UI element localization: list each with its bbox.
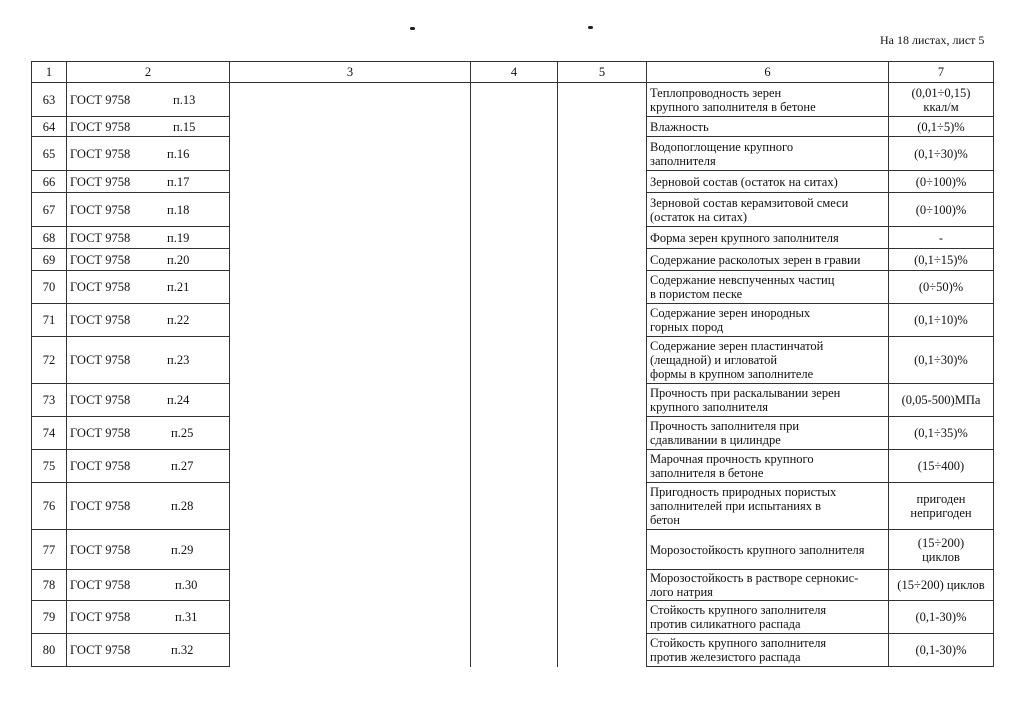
empty-column-4-cell [471, 337, 558, 384]
table-row [32, 249, 994, 271]
table-row [32, 193, 994, 227]
empty-column-4-cell [471, 570, 558, 601]
standard-code: ГОСТ 9758 [70, 280, 131, 294]
standard-code: ГОСТ 9758 [70, 174, 131, 189]
standard-code: ГОСТ 9758 [70, 643, 131, 657]
empty-column-5-cell [558, 417, 647, 450]
characteristic-cell: Прочность при раскалывании зерен крупного заполнителя [647, 384, 889, 417]
characteristic-cell: Зерновой состав (остаток на ситах) [647, 171, 889, 193]
characteristic-cell: Зерновой состав керамзитовой смеси (остаток на ситах) [647, 193, 889, 227]
characteristic-cell: Морозостойкость в растворе сернокис- лого натрия [647, 570, 889, 601]
row-number: 63 [32, 83, 67, 117]
empty-column-5-cell [558, 530, 647, 570]
table-body [32, 83, 994, 667]
empty-column-3-cell [230, 483, 471, 530]
empty-column-4-cell [471, 483, 558, 530]
empty-column-4-cell [471, 117, 558, 137]
row-number: 71 [32, 304, 67, 337]
method-cell [67, 227, 230, 249]
clause-number: п.32 [171, 643, 194, 657]
characteristic-cell: Пригодность природных пористых заполнителей при испытаниях в бетон [647, 483, 889, 530]
row-number: 76 [32, 483, 67, 530]
characteristic-cell: Содержание зерен инородных горных пород [647, 304, 889, 337]
method-cell [67, 417, 230, 450]
empty-column-5-cell [558, 193, 647, 227]
method-cell [67, 530, 230, 570]
row-number: 70 [32, 271, 67, 304]
range-value-cell: (15÷200) циклов [889, 530, 994, 570]
table-row [32, 570, 994, 601]
standard-code: ГОСТ 9758 [70, 610, 131, 624]
empty-column-4-cell [471, 249, 558, 271]
clause-number: п.17 [167, 174, 190, 189]
empty-column-5-cell [558, 601, 647, 634]
empty-column-3-cell [230, 249, 471, 271]
empty-column-3-cell [230, 570, 471, 601]
clause-number: п.24 [167, 393, 190, 407]
row-number: 79 [32, 601, 67, 634]
method-cell [67, 271, 230, 304]
table-row [32, 634, 994, 667]
row-number: 74 [32, 417, 67, 450]
row-number: 66 [32, 171, 67, 193]
empty-column-3-cell [230, 304, 471, 337]
method-cell [67, 384, 230, 417]
empty-column-5-cell [558, 450, 647, 483]
range-value-cell: (0÷100)% [889, 171, 994, 193]
characteristic-cell: Марочная прочность крупного заполнителя в бетоне [647, 450, 889, 483]
range-value-cell: (15÷200) циклов [889, 570, 994, 601]
clause-number: п.31 [175, 610, 198, 624]
empty-column-4-cell [471, 530, 558, 570]
empty-column-4-cell [471, 193, 558, 227]
range-value-cell: (0,1÷5)% [889, 117, 994, 137]
empty-column-5-cell [558, 249, 647, 271]
range-value-cell: (0÷50)% [889, 271, 994, 304]
empty-column-5-cell [558, 83, 647, 117]
table-row [32, 450, 994, 483]
standard-code: ГОСТ 9758 [70, 578, 131, 592]
characteristic-cell: Водопоглощение крупного заполнителя [647, 137, 889, 171]
standard-code: ГОСТ 9758 [70, 92, 131, 107]
table-row [32, 271, 994, 304]
clause-number: п.29 [171, 542, 194, 557]
row-number: 72 [32, 337, 67, 384]
empty-column-5-cell [558, 137, 647, 171]
clause-number: п.30 [175, 578, 198, 592]
empty-column-3-cell [230, 83, 471, 117]
empty-column-5-cell [558, 227, 647, 249]
method-cell [67, 117, 230, 137]
column-header-4: 4 [471, 62, 558, 83]
range-value-cell: - [889, 227, 994, 249]
empty-column-4-cell [471, 450, 558, 483]
range-value-cell: (0,1-30)% [889, 634, 994, 667]
empty-column-3-cell [230, 193, 471, 227]
table-row [32, 137, 994, 171]
scan-speck-right [588, 26, 593, 29]
column-header-row [32, 62, 994, 83]
method-cell [67, 137, 230, 171]
empty-column-3-cell [230, 271, 471, 304]
empty-column-5-cell [558, 384, 647, 417]
method-cell [67, 450, 230, 483]
row-number: 68 [32, 227, 67, 249]
empty-column-4-cell [471, 634, 558, 667]
empty-column-4-cell [471, 227, 558, 249]
row-number: 69 [32, 249, 67, 271]
standard-code: ГОСТ 9758 [70, 146, 131, 161]
range-value-cell: (0÷100)% [889, 193, 994, 227]
table-row [32, 83, 994, 117]
table-row [32, 530, 994, 570]
standard-code: ГОСТ 9758 [70, 313, 131, 327]
empty-column-4-cell [471, 417, 558, 450]
table-row [32, 384, 994, 417]
clause-number: п.15 [173, 119, 196, 134]
characteristic-cell: Стойкость крупного заполнителя против железистого распада [647, 634, 889, 667]
characteristic-cell: Стойкость крупного заполнителя против силикатного распада [647, 601, 889, 634]
empty-column-3-cell [230, 634, 471, 667]
characteristic-cell: Теплопроводность зерен крупного заполнителя в бетоне [647, 83, 889, 117]
column-header-5: 5 [558, 62, 647, 83]
standard-code: ГОСТ 9758 [70, 252, 131, 267]
method-cell [67, 304, 230, 337]
range-value-cell: (0,05-500)МПа [889, 384, 994, 417]
method-cell [67, 634, 230, 667]
empty-column-3-cell [230, 171, 471, 193]
sheet-note: На 18 листах, лист 5 [880, 33, 985, 47]
column-header-2: 2 [67, 62, 230, 83]
row-number: 65 [32, 137, 67, 171]
method-cell [67, 337, 230, 384]
table-row [32, 171, 994, 193]
standard-code: ГОСТ 9758 [70, 119, 131, 134]
column-header-7: 7 [889, 62, 994, 83]
table-row [32, 417, 994, 450]
method-cell [67, 570, 230, 601]
empty-column-5-cell [558, 634, 647, 667]
table-row [32, 117, 994, 137]
table-row [32, 483, 994, 530]
characteristic-cell: Влажность [647, 117, 889, 137]
empty-column-4-cell [471, 83, 558, 117]
empty-column-4-cell [471, 271, 558, 304]
clause-number: п.16 [167, 146, 190, 161]
standard-code: ГОСТ 9758 [70, 459, 131, 473]
column-header-6: 6 [647, 62, 889, 83]
characteristic-cell: Содержание расколотых зерен в гравии [647, 249, 889, 271]
clause-number: п.23 [167, 353, 190, 367]
characteristic-cell: Форма зерен крупного заполнителя [647, 227, 889, 249]
clause-number: п.19 [167, 230, 190, 245]
range-value-cell: (0,1÷30)% [889, 337, 994, 384]
standard-code: ГОСТ 9758 [70, 393, 131, 407]
clause-number: п.18 [167, 202, 190, 217]
empty-column-5-cell [558, 304, 647, 337]
empty-column-5-cell [558, 570, 647, 601]
method-cell [67, 193, 230, 227]
table-row [32, 337, 994, 384]
range-value-cell: (0,1-30)% [889, 601, 994, 634]
empty-column-4-cell [471, 384, 558, 417]
method-cell [67, 249, 230, 271]
range-value-cell: (0,1÷10)% [889, 304, 994, 337]
standard-code: ГОСТ 9758 [70, 353, 131, 367]
empty-column-3-cell [230, 417, 471, 450]
table-row [32, 304, 994, 337]
empty-column-4-cell [471, 137, 558, 171]
characteristic-cell: Прочность заполнителя при сдавливании в цилиндре [647, 417, 889, 450]
range-value-cell: (0,1÷30)% [889, 137, 994, 171]
characteristic-cell: Содержание зерен пластинчатой (лещадной) и игловатой формы в крупном заполнителе [647, 337, 889, 384]
empty-column-4-cell [471, 171, 558, 193]
range-value-cell: (0,01÷0,15) ккал/м [889, 83, 994, 117]
method-cell [67, 483, 230, 530]
method-cell [67, 601, 230, 634]
empty-column-5-cell [558, 171, 647, 193]
empty-column-3-cell [230, 337, 471, 384]
clause-number: п.20 [167, 252, 190, 267]
empty-column-5-cell [558, 337, 647, 384]
row-number: 75 [32, 450, 67, 483]
empty-column-5-cell [558, 483, 647, 530]
test-methods-table [31, 61, 994, 667]
method-cell [67, 171, 230, 193]
standard-code: ГОСТ 9758 [70, 499, 131, 513]
column-header-1: 1 [32, 62, 67, 83]
clause-number: п.13 [173, 92, 196, 107]
empty-column-5-cell [558, 117, 647, 137]
standard-code: ГОСТ 9758 [70, 202, 131, 217]
empty-column-3-cell [230, 384, 471, 417]
empty-column-4-cell [471, 304, 558, 337]
row-number: 73 [32, 384, 67, 417]
table-row [32, 601, 994, 634]
empty-column-3-cell [230, 227, 471, 249]
clause-number: п.28 [171, 499, 194, 513]
clause-number: п.22 [167, 313, 190, 327]
range-value-cell: (15÷400) [889, 450, 994, 483]
range-value-cell: пригоден непригоден [889, 483, 994, 530]
standard-code: ГОСТ 9758 [70, 426, 131, 440]
clause-number: п.21 [167, 280, 190, 294]
row-number: 80 [32, 634, 67, 667]
row-number: 67 [32, 193, 67, 227]
empty-column-3-cell [230, 450, 471, 483]
method-cell [67, 83, 230, 117]
empty-column-3-cell [230, 530, 471, 570]
table-row [32, 227, 994, 249]
empty-column-3-cell [230, 601, 471, 634]
standard-code: ГОСТ 9758 [70, 230, 131, 245]
clause-number: п.25 [171, 426, 194, 440]
empty-column-3-cell [230, 117, 471, 137]
row-number: 64 [32, 117, 67, 137]
row-number: 78 [32, 570, 67, 601]
clause-number: п.27 [171, 459, 194, 473]
standard-code: ГОСТ 9758 [70, 542, 131, 557]
row-number: 77 [32, 530, 67, 570]
characteristic-cell: Морозостойкость крупного заполнителя [647, 530, 889, 570]
range-value-cell: (0,1÷15)% [889, 249, 994, 271]
scan-speck-left [410, 27, 415, 30]
empty-column-4-cell [471, 601, 558, 634]
empty-column-3-cell [230, 137, 471, 171]
column-header-3: 3 [230, 62, 471, 83]
empty-column-5-cell [558, 271, 647, 304]
range-value-cell: (0,1÷35)% [889, 417, 994, 450]
characteristic-cell: Содержание невспученных частиц в пористом песке [647, 271, 889, 304]
